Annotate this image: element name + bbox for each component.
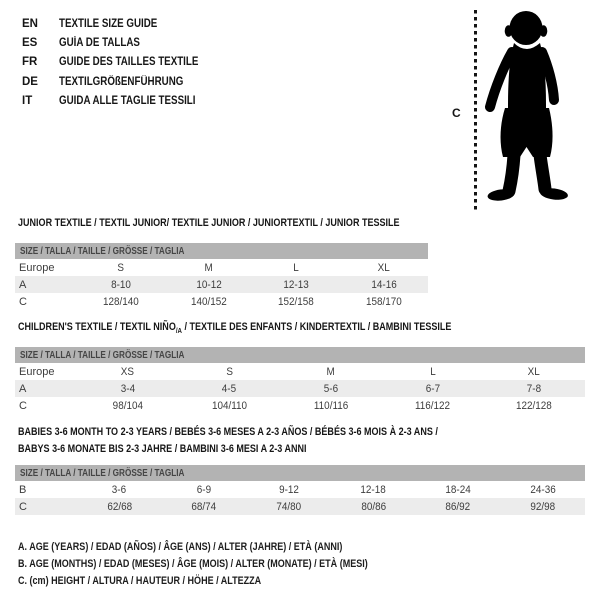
size-cell: L <box>293 261 300 274</box>
row-label: B <box>19 483 27 496</box>
row-label: A <box>19 278 27 291</box>
language-code: FR <box>22 56 38 69</box>
age-cell: 12-13 <box>283 278 310 291</box>
age-cell: 9-12 <box>278 483 299 496</box>
age-cell: 8-10 <box>110 278 131 291</box>
height-cell: 74/80 <box>276 500 302 513</box>
guide-title: GUIDE DES TAILLES TEXTILE <box>59 56 199 69</box>
table-row-height <box>15 498 585 515</box>
size-header-row: SIZE / TALLA / TAILLE / GRÖSSE / TAGLIA <box>15 347 585 363</box>
height-cell: 104/110 <box>211 399 247 412</box>
height-cell: 116/122 <box>415 399 451 412</box>
height-cell: 110/116 <box>313 399 349 412</box>
nino-a-subscript: /A <box>175 326 182 336</box>
age-cell: 18-24 <box>445 483 471 496</box>
height-cell: 152/158 <box>278 295 315 308</box>
size-cell: XL <box>528 365 541 378</box>
row-label: C <box>19 399 27 412</box>
height-label: C <box>452 106 461 120</box>
age-cell: 3-4 <box>120 382 135 395</box>
guide-title: GUÍA DE TALLAS <box>59 37 140 50</box>
row-label: C <box>19 500 27 513</box>
height-cell: 92/98 <box>530 500 556 513</box>
language-row <box>22 33 223 52</box>
age-cell: 12-18 <box>360 483 387 496</box>
size-header-row: SIZE / TALLA / TAILLE / GRÖSSE / TAGLIA <box>15 465 585 481</box>
age-cell: 6-9 <box>196 483 212 496</box>
height-cell: 80/86 <box>360 500 386 513</box>
row-label: Europe <box>19 365 55 378</box>
language-code: ES <box>22 37 38 50</box>
junior-table-title: JUNIOR TEXTILE / TEXTIL JUNIOR/ TEXTILE JUNIOR / JUNIORTEXTIL / JUNIOR TESSILE <box>18 217 400 229</box>
height-cell: 128/140 <box>102 295 139 308</box>
guide-title: TEXTILE SIZE GUIDE <box>59 17 158 30</box>
height-cell: 122/128 <box>516 399 553 412</box>
size-cell: M <box>204 261 213 274</box>
table-row-height <box>15 293 428 310</box>
language-row <box>22 14 223 33</box>
size-cell: S <box>226 365 233 378</box>
table-row-europe <box>15 363 585 380</box>
table-row-age <box>15 380 585 397</box>
size-cell: M <box>326 365 336 378</box>
junior-size-table <box>15 243 428 310</box>
language-row <box>22 72 223 91</box>
age-cell: 24-36 <box>530 483 556 496</box>
age-cell: 14-16 <box>371 278 397 291</box>
children-table-title: CHILDREN'S TEXTILE / TEXTIL $NIÑO_{/A}$ / TEXTILE DES ENFANTS / KINDERTEXTIL / BAMBINI TESSILE <box>18 321 452 336</box>
size-cell: XL <box>378 261 391 274</box>
table-row-age-months <box>15 481 585 498</box>
language-row <box>22 92 223 111</box>
footnote-height: C. (cm) HEIGHT / ALTURA / HAUTEUR / HÖHE / ALTEZZA <box>18 575 262 587</box>
height-cell: 140/152 <box>190 295 227 308</box>
age-cell: 6-7 <box>425 382 440 395</box>
age-cell: 5-6 <box>323 382 339 395</box>
table-row-height <box>15 397 585 414</box>
language-row <box>22 53 223 72</box>
row-label: C <box>19 295 27 308</box>
age-cell: 7-8 <box>527 382 542 395</box>
height-cell: 68/74 <box>191 500 217 513</box>
height-cell: 98/104 <box>112 399 143 412</box>
size-header-row: SIZE / TALLA / TAILLE / GRÖSSE / TAGLIA <box>15 243 428 259</box>
language-code: IT <box>22 95 33 108</box>
guide-title: GUIDA ALLE TAGLIE TESSILI <box>59 95 196 108</box>
table-row-europe <box>15 259 428 276</box>
language-title-block <box>22 14 223 111</box>
babies-size-table <box>15 465 585 515</box>
language-code: DE <box>22 75 38 88</box>
height-cell: 158/170 <box>366 295 403 308</box>
row-label: A <box>19 382 27 395</box>
language-code: EN <box>22 17 38 30</box>
height-cell: 62/68 <box>106 500 132 513</box>
height-cell: 86/92 <box>445 500 471 513</box>
age-cell: 3-6 <box>112 483 127 496</box>
size-cell: XS <box>121 365 135 378</box>
babies-table-title-line2: BABYS 3-6 MONATE BIS 2-3 JAHRE / BAMBINI 3-6 MESI A 2-3 ANNI <box>18 443 307 455</box>
age-cell: 4-5 <box>222 382 237 395</box>
row-label: Europe <box>19 261 55 274</box>
toddler-silhouette-icon <box>483 10 571 204</box>
children-size-table <box>15 347 585 414</box>
footnote-age-months: B. AGE (MONTHS) / EDAD (MESES) / ÂGE (MOIS) / ALTER (MONATE) / ETÀ (MESI) <box>18 558 368 570</box>
babies-table-title-line1: BABIES 3-6 MONTH TO 2-3 YEARS / BEBÉS 3-6 MESES A 2-3 AÑOS / BÉBÉS 3-6 MOIS À 2-3 ANS / <box>18 426 438 438</box>
table-row-age <box>15 276 428 293</box>
size-cell: S <box>117 261 125 274</box>
footnote-age-years: A. AGE (YEARS) / EDAD (AÑOS) / ÂGE (ANS) / ALTER (JAHRE) / ETÀ (ANNI) <box>18 541 343 553</box>
age-cell: 10-12 <box>195 278 222 291</box>
height-measure-dashed-line <box>474 10 477 212</box>
guide-title: TEXTILGRÖßENFÜHRUNG <box>59 75 184 88</box>
size-cell: L <box>429 365 436 378</box>
